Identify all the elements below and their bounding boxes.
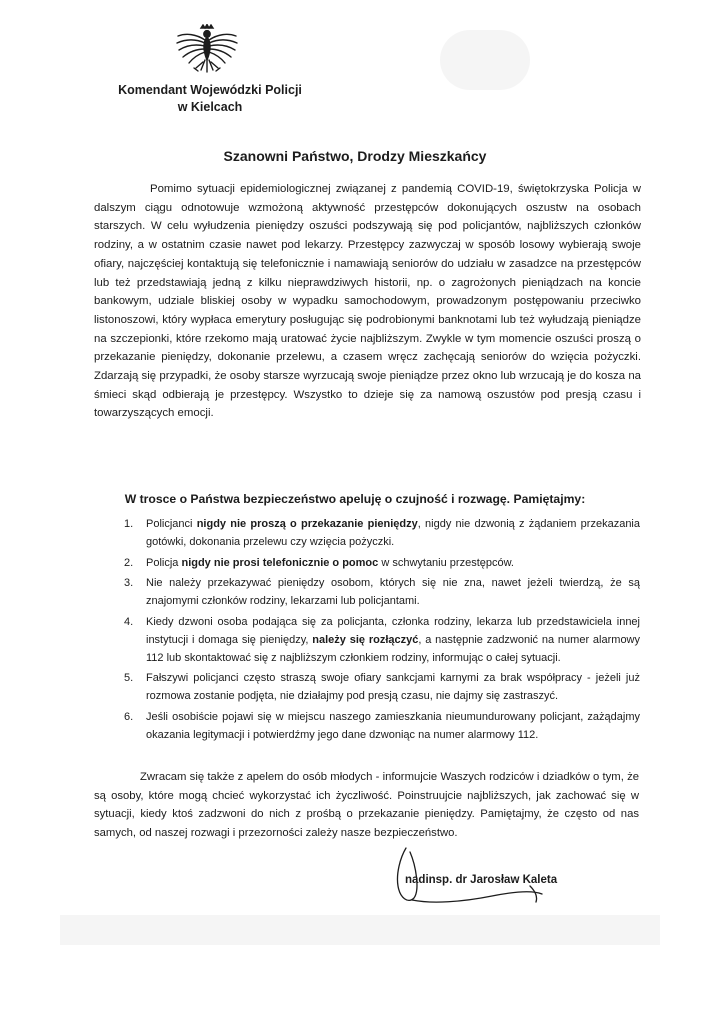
scan-bleed-top [440, 30, 530, 90]
rule-text: , nigdy nie dzwonią z żądaniem przekazania gotówki, dokonania przelewu czy wzięcia pożyczki. [146, 518, 640, 548]
rule-item [100, 614, 640, 667]
sender-line-1: Komendant Wojewódzki Policji [118, 83, 302, 97]
section-heading: W trosce o Państwa bezpieczeństwo apeluję o czujność i rozwagę. Pamiętajmy: [124, 492, 586, 506]
rule-emphasis: nigdy nie proszą o przekazanie pieniędzy [196, 518, 418, 530]
rule-item [100, 575, 640, 611]
rule-item [100, 516, 640, 552]
sender-block [110, 82, 310, 116]
rule-text: Nie należy przekazywać pieniędzy osobom, których się nie zna, nawet jeżeli twierdzą, że są znajomymi członków rodziny, lekarzami lub policjantami. [146, 577, 640, 608]
rules-list [100, 516, 640, 748]
sender-line-2: w Kielcach [177, 100, 243, 114]
rule-number: 5. [124, 672, 134, 685]
rule-emphasis: należy się rozłączyć [312, 633, 419, 646]
closing-paragraph: Zwracam się także z apelem do osób młodych - informujcie Waszych rodziców i dziadków o tym, że są osoby, które mogą chcieć wykorzystać ich życzliwość. Poinstruujcie najbliższych, jak zachować się w sytuacji, kiedy ktoś zadzwoni do nich z prośbą o przekazanie pieniędzy. Pamiętajmy, że często od nas samych, od naszej rozwagi i przezorności zależy nasze bezpieczeństwo. [94, 771, 639, 839]
greeting-heading: Szanowni Państwo, Drodzy Mieszkańcy [223, 148, 487, 164]
intro-block [94, 180, 641, 423]
signer-name: nadinsp. dr Jarosław Kaleta [405, 874, 558, 886]
rule-text: Policja [146, 556, 182, 569]
rule-text: Jeśli osobiście pojawi się w miejscu naszego zamieszkania nieumundurowany policjant, zażądajmy okazania legitymacji i potwierdźmy jego dane dzwoniąc na numer alarmowy 112. [146, 710, 640, 741]
intro-paragraph: Pomimo sytuacji epidemiologicznej związanej z pandemią COVID-19, świętokrzyska Policja w dalszym ciągu odnotowuje wzmożoną aktywność przestępców dokonujących oszustw na osobach starszych. W celu wyłudzenia pieniędzy oszuści podszywają się pod policjantów, najbliższych członków rodziny, a w ostatnim czasie nawet pod lekarzy. Przestępcy zazwyczaj w sposób losowy wybierają swoje ofiary, najczęściej kontaktują się telefonicznie i namawiają seniorów do udziału w zasadzce na przestępców lub też przedstawiają jedną z kilku nieprawdziwych historii, np. o zagrożonych pieniądzach na koncie bankowym, udziale bliskiej osoby w wypadku samochodowym, prowadzonym postępowaniu przeciwko listonoszowi, który wypłaca emerytury posługując się podrobionymi banknotami lub też wyłudzają pieniądze na szczepionki, które rzekomo mają uratować życie najbliższym. Zwykle w tym momencie oszuści proszą o przekazanie pieniędzy, dokonanie przelewu, a czasem wręcz zachęcają seniorów do wzięcia pożyczki. Zdarzają się przypadki, że osoby starsze wyrzucają swoje pieniądze przez okno lub wrzucają je do kosza na śmieci skąd odbierają je przestępcy. Wszystko to dzieje się za namową oszustów pod presją czasu i towarzyszących emocji. [94, 183, 641, 420]
rule-number: 4. [124, 615, 134, 628]
rule-emphasis: nigdy nie prosi telefonicznie o pomoc [181, 556, 379, 569]
rule-item [100, 670, 640, 706]
rule-number: 2. [124, 556, 134, 569]
rule-number: 6. [124, 710, 134, 723]
rule-text: w schwytaniu przestępców. [378, 556, 514, 569]
rule-item [100, 709, 640, 745]
rule-text: Policjanci [146, 518, 197, 530]
rule-text: , a następnie zadzwonić na numer alarmowy 112 lub skontaktować się z najbliższym członkiem rodziny, informując o całej sytuacji. [146, 633, 641, 664]
closing-block [94, 768, 639, 842]
rule-number: 3. [124, 577, 134, 590]
polish-eagle-emblem-icon [172, 24, 242, 80]
scan-bleed-bottom [60, 915, 660, 945]
rule-text: Fałszywi policjanci często straszą swoje ofiary sankcjami karnymi za brak współpracy - jeżeli już rozmowa zostanie podjęta, nie działajmy pod presją czasu, nie dajmy się zastraszyć. [146, 672, 640, 703]
rule-text: Kiedy dzwoni osoba podająca się za policjanta, członka rodziny, lekarza lub przedstawiciela innej instytucji i domaga się pieniędzy, [146, 615, 640, 646]
rule-item [100, 555, 640, 573]
rule-number: 1. [124, 518, 134, 530]
